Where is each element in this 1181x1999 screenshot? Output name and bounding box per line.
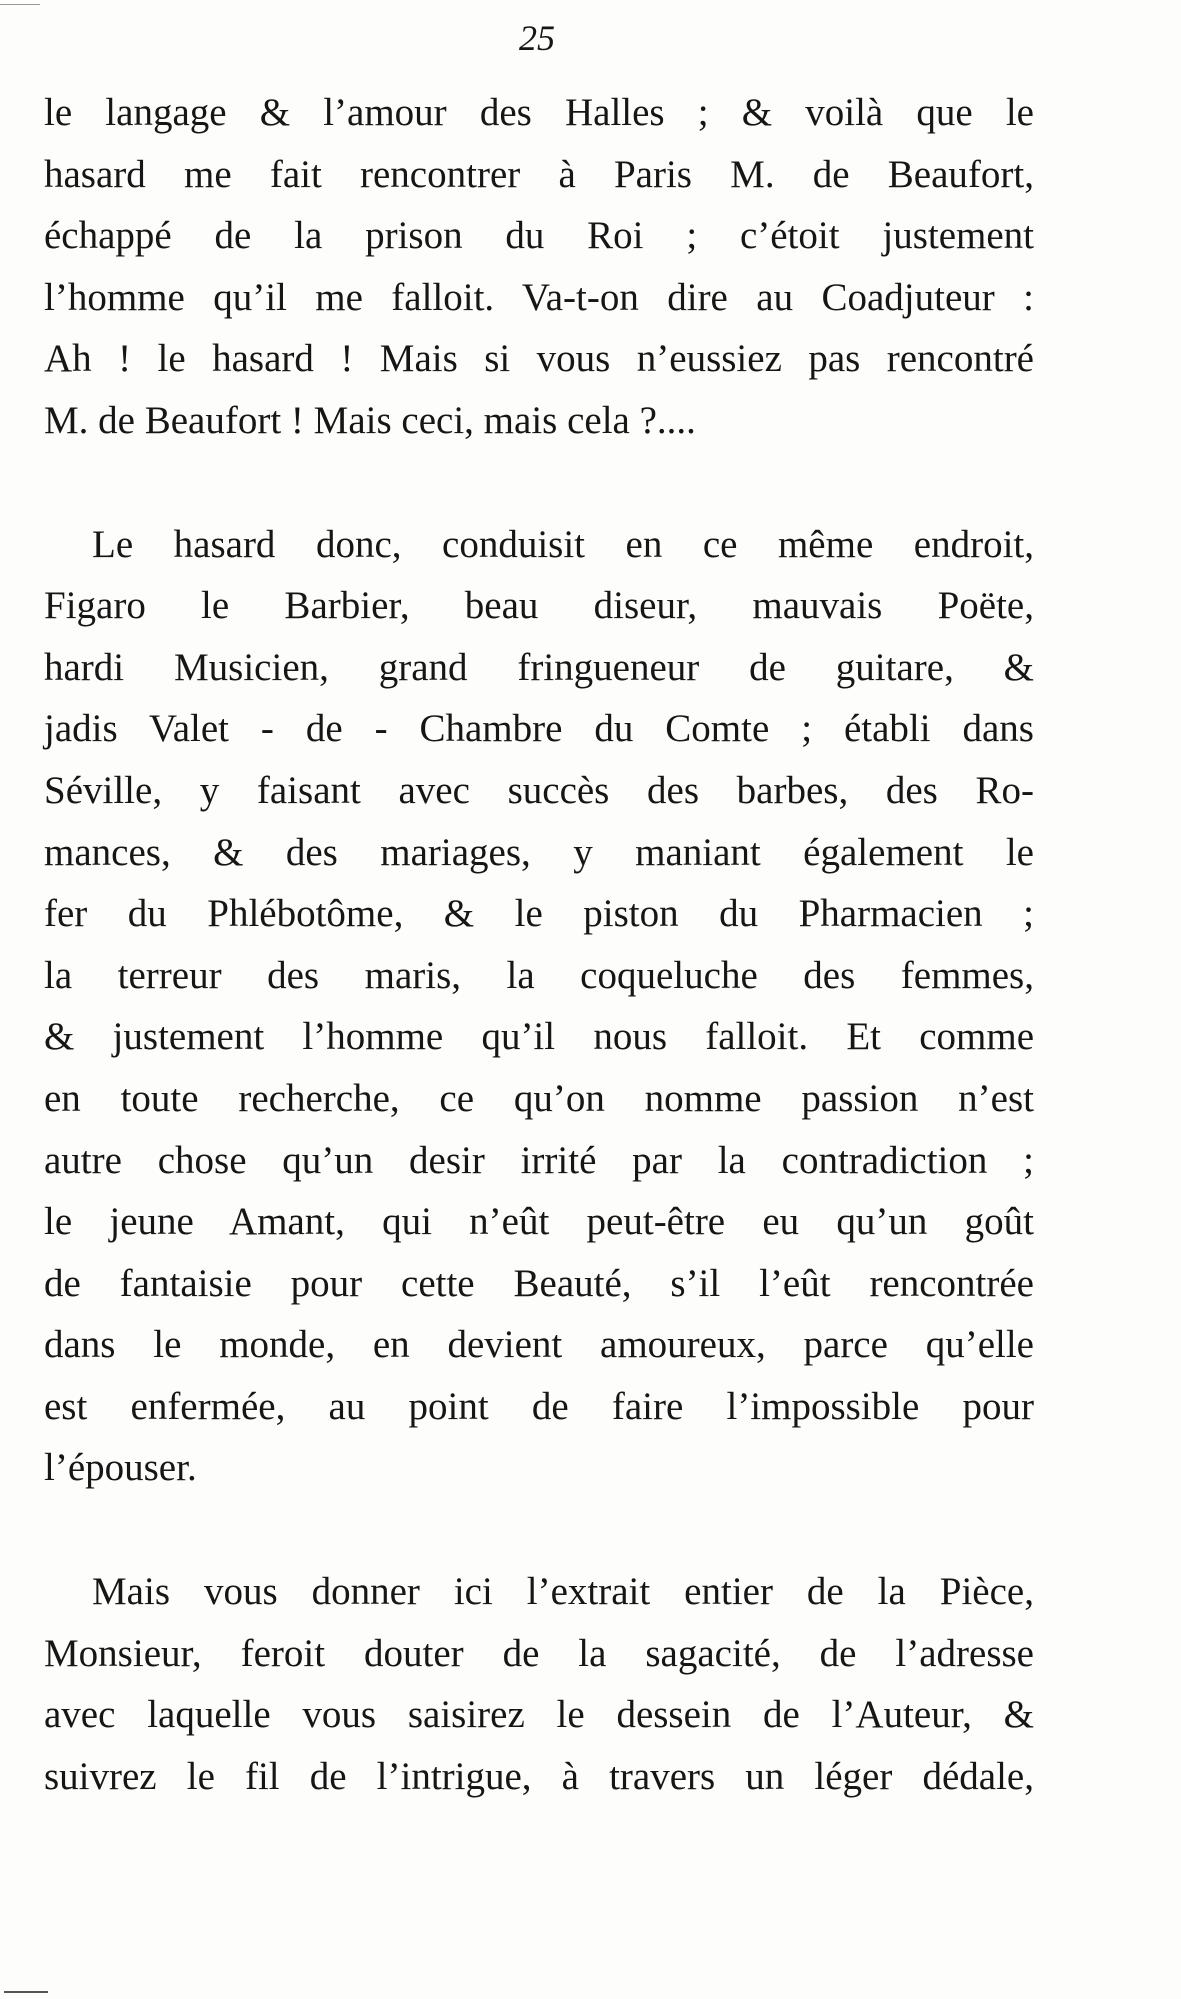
body-text <box>44 82 1034 1807</box>
page-edge-mark-top <box>0 4 40 5</box>
text-line: mances, & des mariages, y maniant également le <box>44 830 1034 874</box>
text-line: en toute recherche, ce qu’on nomme passion n’est <box>44 1076 1034 1120</box>
text-line: Mais vous donner ici l’extrait entier de la Pièce, <box>92 1570 1034 1614</box>
paragraph-1 <box>44 82 1034 452</box>
text-line: l’épouser. <box>44 1446 197 1490</box>
text-line: Figaro le Barbier, beau diseur, mauvais Poëte, <box>44 584 1034 628</box>
paragraph-3 <box>44 1561 1034 1807</box>
text-line: Le hasard donc, conduisit en ce même endroit, <box>92 522 1034 566</box>
text-line: avec laquelle vous saisirez le dessein de l’Auteur, & <box>44 1693 1034 1737</box>
text-line: le langage & l’amour des Halles ; & voilà que le <box>44 91 1034 134</box>
text-line: le jeune Amant, qui n’eût peut-être eu qu’un goût <box>44 1200 1034 1244</box>
text-line: & justement l’homme qu’il nous falloit. Et comme <box>44 1015 1034 1059</box>
text-line: Séville, y faisant avec succès des barbes, des Ro- <box>44 768 1034 812</box>
paragraph-2 <box>44 514 1034 1500</box>
text-line: M. de Beaufort ! Mais ceci, mais cela ?.... <box>44 398 696 442</box>
page-edge-mark-bottom <box>4 1991 48 1993</box>
text-line: dans le monde, en devient amoureux, parce qu’elle <box>44 1323 1034 1367</box>
text-line: l’homme qu’il me falloit. Va-t-on dire au Coadjuteur : <box>44 275 1034 319</box>
text-line: Monsieur, feroit douter de la sagacité, de l’adresse <box>44 1631 1034 1675</box>
text-line: échappé de la prison du Roi ; c’étoit justement <box>44 214 1034 258</box>
text-line: la terreur des maris, la coqueluche des femmes, <box>44 953 1034 997</box>
text-line: fer du Phlébotôme, & le piston du Pharmacien ; <box>44 892 1034 936</box>
text-line: hasard me fait rencontrer à Paris M. de Beaufort, <box>44 152 1034 196</box>
text-line: jadis Valet - de - Chambre du Comte ; établi dans <box>44 707 1034 751</box>
text-line: hardi Musicien, grand fringueneur de guitare, & <box>44 645 1034 689</box>
text-line: est enfermée, au point de faire l’impossible pour <box>44 1384 1034 1428</box>
text-line: suivrez le fil de l’intrigue, à travers un léger dédale, <box>44 1754 1034 1798</box>
text-line: Ah ! le hasard ! Mais si vous n’eussiez pas rencontré <box>44 337 1034 381</box>
page-number: 25 <box>519 18 555 58</box>
text-line: autre chose qu’un desir irrité par la contradiction ; <box>44 1138 1034 1182</box>
text-line: de fantaisie pour cette Beauté, s’il l’eût rencontrée <box>44 1261 1034 1305</box>
